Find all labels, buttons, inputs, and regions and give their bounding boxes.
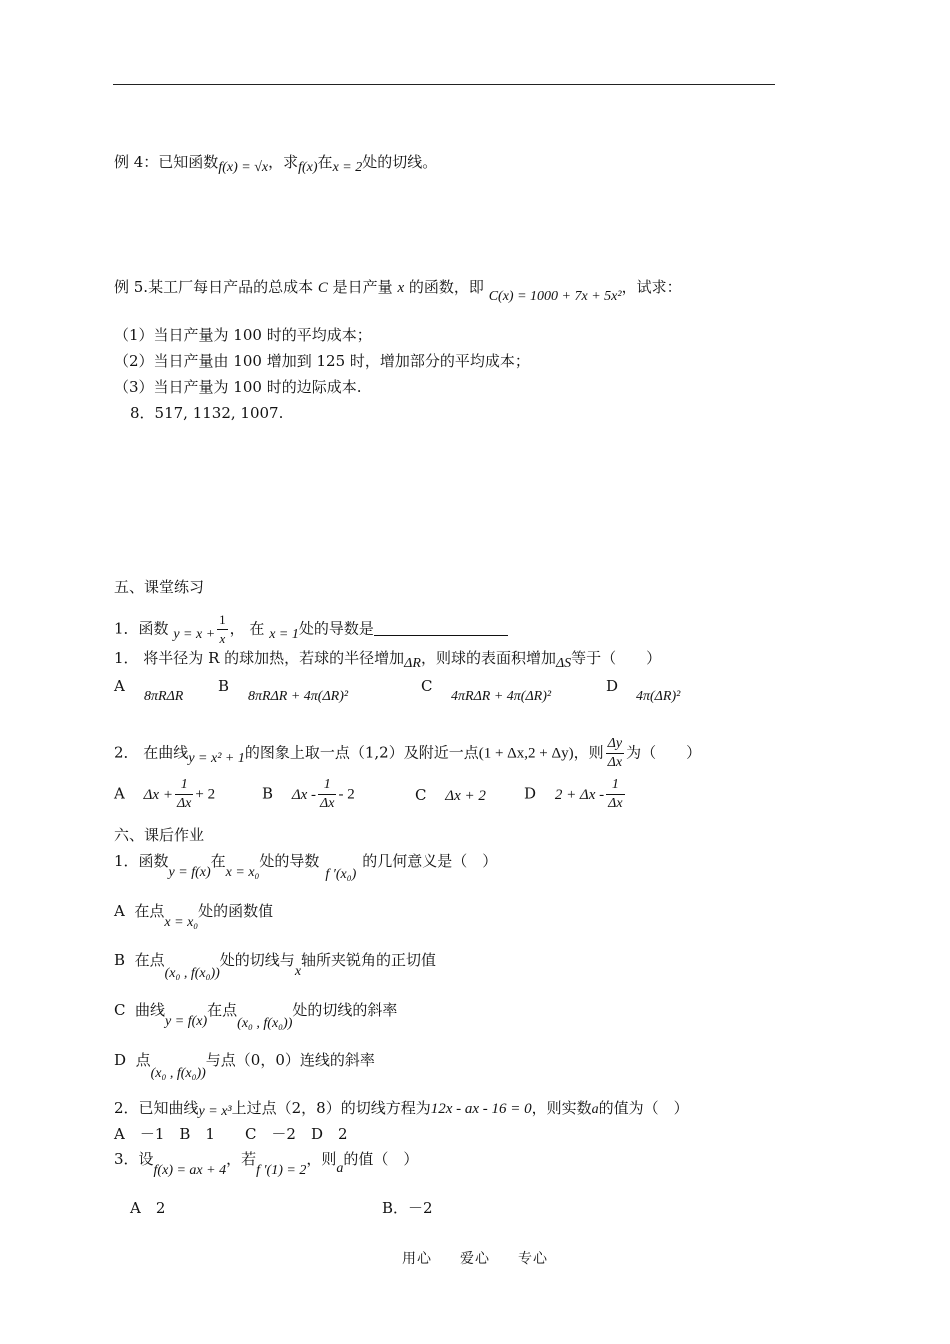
s5-question-2 [114, 648, 661, 670]
s5q3-curve: y = x² + 1 [188, 750, 245, 766]
option-expr-post: + 2 [195, 786, 216, 803]
option-frac-num: 1 [318, 776, 336, 795]
option-expr-pre: 2 + Δx - [554, 786, 605, 803]
example-4 [114, 152, 437, 174]
option-expr-pre: Δx - [291, 786, 317, 803]
s6q2-curve: y = x³ [198, 1104, 232, 1119]
s5q1-func: y = x + [173, 626, 216, 642]
ex5-cost-formula: C(x) = 1000 + 7x + 5x² [488, 289, 622, 304]
option-text-2: 与点（0，0）连线的斜率 [205, 1051, 375, 1069]
s6q2-var-a: a [591, 1102, 599, 1117]
ex5-suffix: ，试求： [621, 278, 682, 296]
option-text-1: 在点 [134, 902, 165, 920]
ex5-item-1: （1）当日产量为 100 时的平均成本； [114, 326, 372, 344]
option-letter: A [114, 677, 125, 695]
ex4-x-value: x = 2 [332, 160, 363, 175]
option-letter: D [524, 784, 537, 803]
s6q2-options: A －1 B 1 C －2 D 2 [114, 1125, 348, 1143]
option-frac-den: Δx [320, 796, 335, 811]
s6q2-c: ，则实数 [531, 1099, 592, 1117]
header-rule [113, 84, 775, 85]
s5q3-text-d: 为（ ） [626, 743, 702, 762]
option-expr: 8πRΔR + 4π(ΔR)² [248, 689, 349, 704]
option-math-2: (x₀ , f(x₀)) [237, 1016, 293, 1031]
s6-question-2 [114, 1098, 689, 1120]
footer-word-2: 爱心 [460, 1251, 490, 1267]
ex5-item-2: （2）当日产量由 100 增加到 125 时，增加部分的平均成本； [114, 352, 530, 370]
s6q2-b: 上过点（2，8）的切线方程为 [231, 1099, 431, 1117]
option-frac-den: Δx [608, 796, 623, 811]
option-expr: 4π(ΔR)² [636, 689, 681, 704]
option-fraction [318, 776, 336, 813]
s6q1-derivative: f ′(x₀) [325, 867, 357, 882]
option-fraction [175, 776, 193, 813]
ex4-prefix: 例 4：已知函数 [114, 153, 219, 171]
section-5-title: 五、课堂练习 [114, 578, 205, 596]
option-letter: B [262, 784, 274, 803]
s6-question-1 [114, 851, 498, 882]
s6q3-d: 的值（ ） [343, 1150, 419, 1168]
s5-question-1 [114, 611, 508, 648]
option-expr: 4πRΔR + 4π(ΔR)² [451, 689, 552, 704]
ex4-at: 在 [317, 153, 333, 171]
s6q1-option-a [114, 901, 274, 930]
s6q3-a: 3．设 [114, 1150, 154, 1168]
option-frac-den: Δx [176, 796, 192, 811]
s5q3-option-a [114, 776, 215, 813]
option-expr-post: - 2 [338, 786, 355, 803]
s5q1-frac-den: x [219, 631, 226, 646]
option-expr-pre: Δx + [143, 786, 173, 803]
option-expr: 8πRΔR [144, 689, 184, 704]
option-text-3: 处的切线的斜率 [292, 1001, 398, 1019]
s6q3-func: f(x) = ax + 4 [153, 1163, 227, 1178]
option-math-1: x = x₀ [164, 915, 199, 930]
s5q3-option-b [262, 776, 355, 813]
option-letter: C [415, 786, 427, 804]
s5q3-option-c [415, 786, 486, 805]
s5q2-option-b [218, 677, 349, 704]
ex4-function: f(x) = √x [218, 160, 269, 175]
option-text-1: 曲线 [135, 1001, 166, 1019]
option-letter: A [114, 902, 125, 920]
option-text-2: 在点 [207, 1001, 238, 1019]
option-frac-num: 1 [175, 776, 193, 795]
ex5-answer: 8．517, 1132, 1007. [130, 404, 284, 422]
option-text-3: 轴所夹锐角的正切值 [301, 951, 437, 969]
option-text-1: 点 [135, 1051, 151, 1069]
s6q1-option-b [114, 950, 437, 981]
option-text-2: 处的函数值 [198, 902, 274, 920]
option-letter: A [114, 784, 125, 803]
s5q2-option-a [114, 677, 184, 704]
s5q2-delta-r: ΔR [404, 656, 421, 671]
s6q1-b: 在 [210, 852, 226, 870]
option-letter: C [421, 677, 433, 695]
s5q3-text-c: ，则 [573, 743, 604, 762]
s6q1-func: y = f(x) [168, 865, 211, 880]
s6q3-condition: f ′(1) = 2 [256, 1163, 307, 1178]
s5q1-suffix: 处的导数是 [298, 619, 374, 638]
answer-blank[interactable] [374, 621, 508, 636]
option-letter: D [114, 1051, 127, 1069]
option-letter: C [114, 1001, 126, 1019]
s5q3-option-d [524, 776, 627, 813]
s6q1-a: 1．函数 [114, 852, 169, 870]
s5q3-text-b: 的图象上取一点（1,2）及附近一点 [244, 743, 479, 762]
s5q2-text-c: 等于（ ） [571, 649, 662, 667]
footer-word-3: 专心 [518, 1251, 548, 1267]
ex5-mid1: 是日产量 [332, 278, 393, 296]
s6q1-x: x = x₀ [225, 865, 260, 880]
option-math-1: (x₀ , f(x₀)) [164, 966, 220, 981]
s5q2-option-c [421, 677, 552, 704]
s5q1-x: x = 1 [269, 626, 299, 642]
s5q2-option-d [606, 677, 681, 704]
option-letter: B [114, 951, 126, 969]
s6q3-c: ，则 [306, 1150, 337, 1168]
s6q2-equation: 12x - ax - 16 = 0 [430, 1101, 532, 1117]
ex5-var-x: x [397, 280, 405, 296]
s5q1-prefix: 1．函数 [114, 619, 169, 638]
option-expr: Δx + 2 [445, 788, 486, 804]
s5q1-frac-num: 1 [217, 611, 228, 630]
s6q3-option-b: B．－2 [382, 1199, 433, 1217]
option-math-1: y = f(x) [165, 1014, 208, 1029]
s6q1-c: 处的导数 [259, 852, 320, 870]
s6q3-var-a: a [336, 1161, 344, 1176]
option-math-1: (x₀ , f(x₀)) [150, 1066, 206, 1081]
ex4-function-ref: f(x) [298, 160, 318, 175]
option-letter: D [606, 677, 619, 695]
s5q2-text-b: ，则球的表面积增加 [420, 649, 556, 667]
s5-question-3 [114, 735, 701, 772]
option-text-2: 处的切线与 [219, 951, 295, 969]
s5q1-fraction [217, 611, 228, 648]
footer-word-1: 用心 [402, 1251, 432, 1267]
s6q1-d: 的几何意义是（ ） [362, 852, 498, 870]
s6q1-option-d [114, 1050, 375, 1081]
s6q1-option-c [114, 1000, 398, 1031]
option-fraction [606, 776, 624, 813]
ex5-mid2: 的函数，即 [408, 278, 484, 296]
s5q3-text-a: 2． 在曲线 [114, 743, 189, 762]
option-text-1: 在点 [134, 951, 165, 969]
ex5-item-3: （3）当日产量为 100 时的边际成本. [114, 378, 362, 396]
ex4-mid: ，求 [268, 153, 299, 171]
s6q3-option-a: A 2 [130, 1199, 166, 1217]
s5q3-frac-num: Δy [606, 735, 624, 754]
s6q2-d: 的值为（ ） [598, 1099, 689, 1117]
s5q1-mid: ， 在 [229, 619, 265, 638]
s5q2-text-a: 1． 将半径为 R 的球加热，若球的半径增加 [114, 649, 405, 667]
option-letter: B [218, 677, 230, 695]
s6-question-3 [114, 1149, 419, 1178]
ex4-suffix: 处的切线。 [362, 153, 438, 171]
page-footer [0, 1248, 950, 1268]
ex5-prefix: 例 5.某工厂每日产品的总成本 [114, 278, 314, 296]
s5q3-frac-den: Δx [607, 755, 623, 770]
example-5 [114, 277, 682, 304]
ex5-var-c: C [317, 280, 328, 296]
s6q2-a: 2．已知曲线 [114, 1099, 199, 1117]
option-math-2: x [294, 964, 302, 979]
s5q3-fraction [606, 735, 624, 772]
s6q3-b: ，若 [226, 1150, 257, 1168]
option-frac-num: 1 [606, 776, 624, 795]
s5q3-point: (1 + Δx,2 + Δy) [478, 745, 574, 762]
s5q2-delta-s: ΔS [555, 656, 572, 671]
section-6-title: 六、课后作业 [114, 826, 205, 844]
